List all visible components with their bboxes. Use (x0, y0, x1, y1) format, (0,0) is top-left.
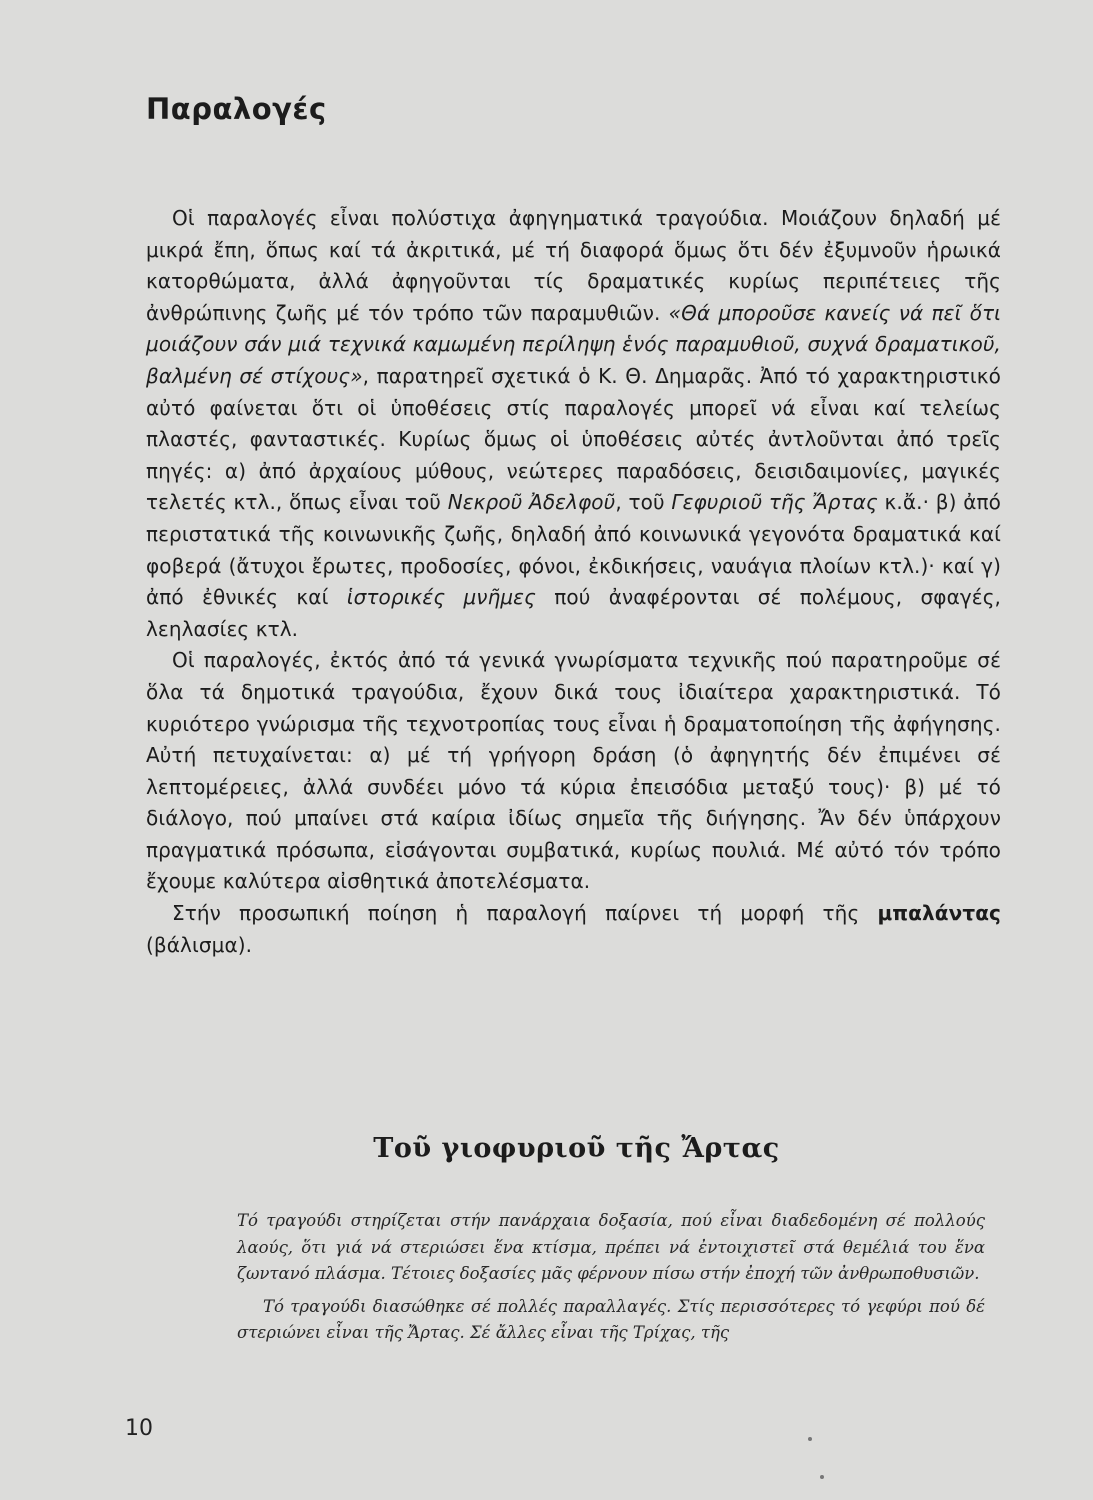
dimaras-quote: «Θά μποροῦσε κανείς νά πεῖ ὅτι μοιάζουν σάν μιά τεχνικά καμωμένη περίληψη ἑνός παραμυθιοῦ, συχνά δραματικοῦ, βαλμένη σέ στίχους» (146, 300, 1001, 388)
italic-title: Νεκροῦ Ἀδελφοῦ (447, 490, 616, 515)
bold-term: μπαλάντας (877, 901, 1001, 926)
body-text (146, 203, 1001, 961)
intro-paragraph-1: Τό τραγούδι στηρίζεται στήν πανάρχαια δοξασία, πού εἶναι διαδεδομένη σέ πολλούς λαούς, ὅτι γιά νά στεριώσει ἕνα κτίσμα, πρέπει νά ἐντοιχιστεῖ στά θεμέλιά του ἕνα ζωντανό πλάσμα. Τέτοιες δοξασίες μᾶς φέρνουν πίσω στήν ἐποχή τῶν ἀνθρωποθυσιῶν. (237, 1211, 985, 1283)
italic-term: ἱστορικές μνῆμες (346, 585, 536, 610)
song-title: Τοῦ γιοφυριοῦ τῆς Ἄρτας (373, 1133, 780, 1164)
section-heading: Παραλογές (146, 92, 327, 126)
song-introduction (237, 1208, 985, 1353)
text-run: Οἱ παραλογές εἶναι πολύστιχα ἀφηγηματικά τραγούδια. Μοιάζουν δηλαδή μέ μικρά ἔπη, ὅπως καί τά ἀκριτικά, μέ τή διαφορά ὅμως ὅτι δέν ἐξυμνοῦν ἡρωικά κατορθώματα, ἀλλά ἀφηγοῦνται τίς δραματικές κυρίως περιπέτειες τῆς ἀνθρώπινης ζωῆς μέ τόν τρόπο τῶν παραμυθιῶν. (146, 206, 1001, 325)
page-number: 10 (125, 1416, 153, 1441)
intro-paragraph-2: Τό τραγούδι διασώθηκε σέ πολλές παραλλαγές. Στίς περισσότερες τό γεφύρι πού δέ στεριώνει εἶναι τῆς Ἄρτας. Σέ ἄλλες εἶναι τῆς Τρίχας, τῆς (237, 1296, 985, 1342)
paper-speck (808, 1437, 812, 1441)
italic-title: Γεφυριοῦ τῆς Ἄρτας (671, 490, 878, 515)
paragraph-1 (146, 203, 1001, 645)
text-run: (βάλισμα). (146, 932, 253, 957)
text-run: κ.ἄ.· β) ἀπό περιστατικά τῆς κοινωνικῆς ζωῆς, δηλαδή ἀπό κοινωνικά γεγονότα δραματικά καί φοβερά (ἄτυχοι ἔρωτες, προδοσίες, φόνοι, ἐκδικήσεις, ναυάγια πλοίων κτλ.)· καί γ) ἀπό ἐθνικές καί (146, 490, 1002, 610)
text-run: , τοῦ (615, 490, 672, 515)
text-run: , παρατηρεῖ σχετικά ὁ Κ. Θ. Δημαρᾶς. Ἀπό τό χαρακτηριστικό αὐτό φαίνεται ὅτι οἱ ὑποθέσεις στίς παραλογές μπορεῖ νά εἶναι καί τελείως πλαστές, φανταστικές. Κυρίως ὅμως οἱ ὑποθέσεις αὐτές ἀντλοῦνται ἀπό τρεῖς πηγές: α) ἀπό ἀρχαίους μύθους, νεώτερες παραδόσεις, δεισιδαιμονίες, μαγικές τελετές κτλ., ὅπως εἶναι τοῦ (146, 363, 1001, 515)
text-run: Στήν προσωπική ποίηση ἡ παραλογή παίρνει τή μορφή τῆς (172, 901, 878, 926)
paragraph-3 (146, 898, 1001, 961)
paragraph-2: Οἱ παραλογές, ἐκτός ἀπό τά γενικά γνωρίσματα τεχνικῆς πού παρατηροῦμε σέ ὅλα τά δημοτικά τραγούδια, ἔχουν δικά τους ἰδιαίτερα χαρακτηριστικά. Τό κυριότερο γνώρισμα τῆς τεχνοτροπίας τους εἶναι ἡ δραματοποίηση τῆς ἀφήγησης. Αὐτή πετυχαίνεται: α) μέ τή γρήγορη δράση (ὁ ἀφηγητής δέν ἐπιμένει σέ λεπτομέρειες, ἀλλά συνδέει μόνο τά κύρια ἐπεισόδια μεταξύ τους)· β) μέ τό διάλογο, πού μπαίνει στά καίρια ἰδίως σημεῖα τῆς διήγησης. Ἄν δέν ὑπάρχουν πραγματικά πρόσωπα, εἰσάγονται συμβατικά, κυρίως πουλιά. Μέ αὐτό τόν τρόπο ἔχουμε καλύτερα αἰσθητικά ἀποτελέσματα. (146, 648, 1001, 894)
paper-speck (820, 1475, 824, 1479)
text-run: πού ἀναφέρονται σέ πολέμους, σφαγές, λεηλασίες κτλ. (146, 585, 1001, 641)
